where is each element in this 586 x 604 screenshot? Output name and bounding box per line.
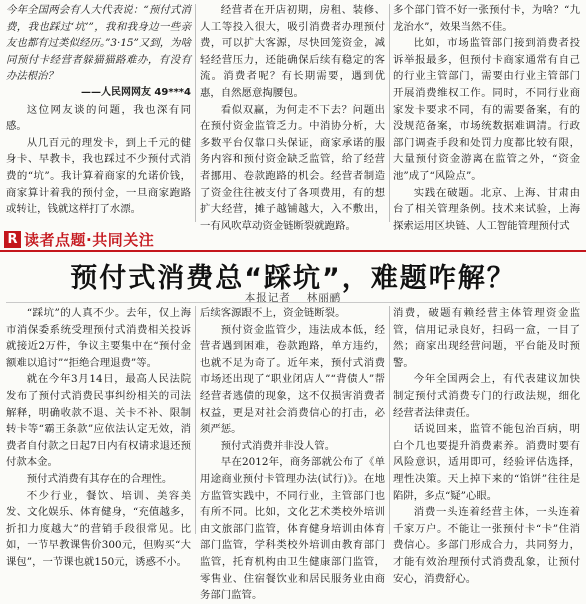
reader-signature: ——人民网网友 49***4 <box>80 86 191 98</box>
paragraph: 比如，市场监管部门接到消费者投诉举报最多，但预付卡商家通常有自己的行业主管部门，需要由行业主管部门开展消费维权工作。同时，不同行业商家发卡要求不同，有的需要备案，有的没规范备案，市场统数据难调清。行政部门调查手段和处罚力度都比较有限，大量预付资金游离在监管之外，“资金池”成了“风险点”。 <box>393 37 580 182</box>
paragraph: 后续客源跟不上，资金链断裂。 <box>200 307 346 319</box>
byline-role: 本报记者 <box>244 292 291 304</box>
byline-divider <box>6 302 580 303</box>
paragraph: 预付式消费并非没人管。 <box>220 439 336 452</box>
paragraph: 今年全国两会上，有代表建议加快制定预付式消费专门的行政法规，细化经营者法律责任。 <box>393 373 580 419</box>
column-divider <box>195 306 196 534</box>
reader-quote: 今年全国两会有人大代表说：“预付式消费，我也踩过‘坑’”，我和我身边一些亲友也都有过类似经历。”3·15”又到，为啥同预付卡经营者躲猫猫路难办，有没有办法根治？ <box>6 4 191 83</box>
body-column-1 <box>6 305 191 568</box>
paragraph: 预付式消费有其存在的合理性。 <box>26 472 173 485</box>
top-column-3 <box>393 2 580 232</box>
paragraph: 这位网友谈的问题，我也深有同感。 <box>6 103 191 133</box>
section-banner <box>0 226 586 252</box>
paragraph: 话说回来，监管不能包治百病，明白个几也要提升消费素养。消费时要有风险意识，适用即可，经验评估选择，理性决策。天上掉下来的“馅饼”往往是陷阱，多点“疑”心眼。 <box>393 423 580 502</box>
section-label: 读者点题·共同关注 <box>24 230 155 249</box>
paragraph: 早在2012年，商务部就公布了《单用途商业预付卡管理办法(试行)》。在地方监管实践中，不同行业，主管部门也有所不同。比如，文化艺术类校外培训由文旅部门监管，体育健身培训由体育部门监管，学科类校外培训由教育部门监管，托育机构由卫生健康部门监管，零售业、住宿餐饮业和居民服务业由商务部门监管。 <box>200 456 385 602</box>
body-column-2 <box>200 305 385 602</box>
byline-name: 林丽鹂 <box>306 292 342 304</box>
column-divider <box>389 306 390 534</box>
banner-rule <box>0 250 586 252</box>
top-column-1 <box>6 2 191 224</box>
article-headline: 预付式消费总“踩坑”，难题咋解？ <box>70 263 516 294</box>
paragraph: 就在今年3月14日，最高人民法院发布了预付式消费民事纠纷相关的司法解释，明确收款不退、关卡不补、限制转卡等“霸王条款”应依法认定无效，消费者自付款之日起7日内有权请求退还预付款本金。 <box>6 373 191 469</box>
paragraph: 消费，破题有赖经营主体管理资金监管，信用记录良好，扫码一盒，一目了然；商家出现经营问题，平台能及时预警。 <box>393 307 580 369</box>
section-badge: R <box>4 231 21 248</box>
paragraph: “踩坑”的人真不少。去年，仅上海市消保委系统受理预付式消费相关投诉就接近2万件，争议主要集中在“预付金额难以追讨”“拒绝合理退费”等。 <box>6 307 191 369</box>
paragraph: 预付资金监管少，违法成本低，经营者遇到困难，卷款跑路，单方违约，也就不足为奇了。近年来，预付式消费市场还出现了“职业闭店人”“背债人”帮经营者逃债的现象，这不仅损害消费者权益，更是对社会消费信心的打击，必须严惩。 <box>200 323 385 436</box>
top-column-2 <box>200 2 385 232</box>
paragraph: 经营者在开店初期，房租、装修、人工等投入很大，吸引消费者办理预付费，可以扩大客源，尽快回笼资金，减轻经营压力，还能确保后续有稳定的客流。消费者呢？有长期需要，遇到优惠，自然愿意掏腰包。 <box>200 4 385 99</box>
paragraph: 看似双赢，为何走不下去？问题出在预付资金监管乏力。中消协分析，大多数平台仅靠口头保证，商家承诺的服务内容和预付资金缺乏监管，给了经营者挪用、卷款跑路的机会。经营者制造了资金往往被支付了各项费用，有的想扩大经营，摊子越铺越大，入不敷出，一有风吹草动资金链断裂就跑路。 <box>200 103 385 232</box>
paragraph: 实践在破题。北京、上海、甘肃由台了相关管理条例。技术来试验，上海探索运用区块链、人工智能管理预付式 <box>393 186 580 232</box>
column-divider <box>389 4 390 222</box>
column-divider <box>195 4 196 222</box>
paragraph: 从几百元的理发卡，到上千元的健身卡、早教卡，我也踩过不少预付式消费的“坑”。我计算着商家的允诺价钱，商家算计着我的预付金，一旦商家跑路或转让，钱就这样打了水漂。 <box>6 136 191 216</box>
section-tab <box>4 229 154 249</box>
body-column-3 <box>393 305 580 585</box>
paragraph: 不少行业，餐饮、培训、美容美发、文化娱乐、体育健身，“充值越多，折扣力度越大”的营销手段很常见。比如，一节早教课售价300元，但购买“大课包”，一节课也就150元，诱惑不小。 <box>6 489 191 568</box>
paragraph: 多个部门管不好一张预付卡，为啥？“九龙治水”，效果当然不佳。 <box>393 4 580 33</box>
paragraph: 消费一头连着经营主体，一头连着千家万户。不能让一张预付卡“卡”住消费信心。多部门形成合力，共同努力，才能有效治理预付式消费乱象，让预付安心，消费舒心。 <box>393 506 580 585</box>
